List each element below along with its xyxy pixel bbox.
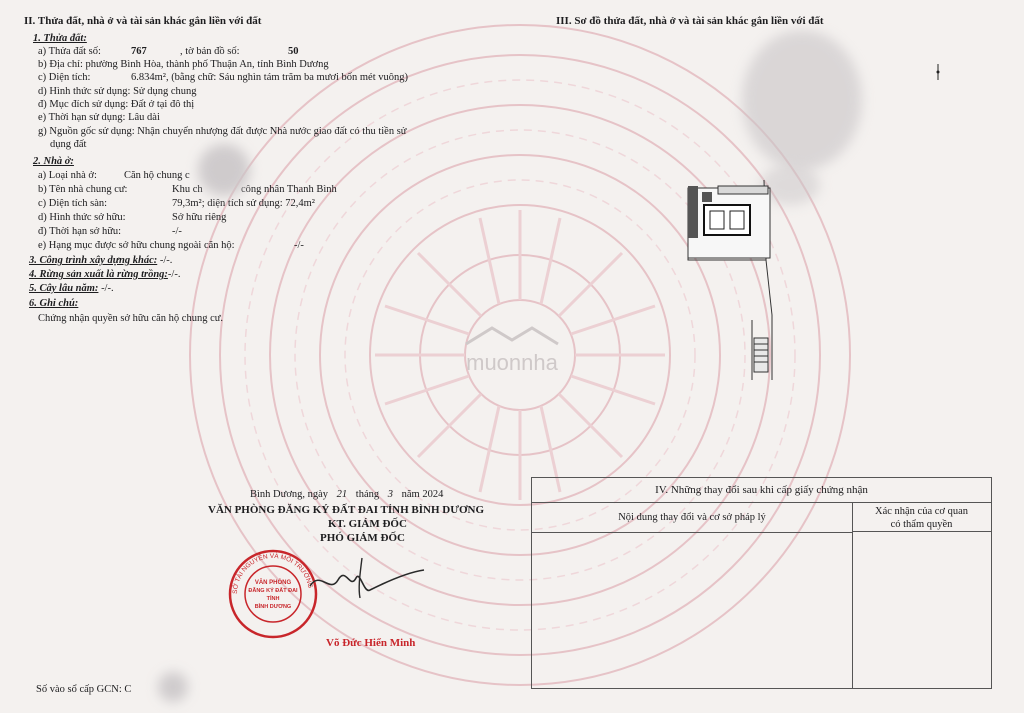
house-floor-area-value: 79,3m²; diện tích sử dụng: 72,4m² — [172, 198, 315, 209]
changes-col-confirm-line2: có thẩm quyền — [890, 519, 953, 530]
house-type-label: a) Loại nhà ở: — [38, 170, 97, 181]
house-building-label: b) Tên nhà chung cư: — [38, 184, 128, 195]
seal-line1: VĂN PHÒNG — [254, 580, 292, 586]
signer-name: Võ Đức Hiển Minh — [326, 637, 416, 649]
changes-table-title: IV. Những thay đổi sau khi cấp giấy chứng nhận — [532, 478, 991, 503]
land-sheet-value: 50 — [288, 46, 299, 57]
section2-title: II. Thửa đất, nhà ở và tài sản khác gắn liền với đất — [24, 15, 262, 27]
seal-line4: BÌNH DƯƠNG — [254, 604, 292, 610]
house-term-label: đ) Thời hạn sở hữu: — [38, 226, 122, 237]
seal-ring-text: SỞ TÀI NGUYÊN VÀ MÔI TRƯỜNG — [231, 552, 314, 595]
land-area-value: 6.834m², (bằng chữ: Sáu nghìn tám trăm ba mươi bốn mét vuông) — [131, 72, 408, 83]
item5-value: -/-. — [98, 283, 114, 294]
house-common-value: -/- — [294, 240, 304, 251]
house-type-value: Căn hộ chung c — [124, 170, 190, 181]
house-term-value: -/- — [172, 226, 182, 237]
watermark-text: muonnha — [466, 350, 558, 375]
land-use-form: d) Hình thức sử dụng: Sử dụng chung — [38, 86, 197, 97]
note-text: Chứng nhận quyền sở hữu căn hộ chung cư. — [38, 313, 224, 324]
item3-row — [29, 254, 172, 267]
item4-label: 4. Rừng sản xuất là rừng trồng: — [29, 269, 168, 280]
changes-col-confirm — [852, 502, 991, 532]
land-use-term: e) Thời hạn sử dụng: Lâu dài — [38, 112, 160, 123]
place-date — [250, 488, 443, 501]
house-ownership-label: d) Hình thức sở hữu: — [38, 212, 126, 223]
land-area-label: c) Diện tích: — [38, 72, 91, 83]
land-parcel-value: 767 — [131, 46, 147, 57]
kt-director: KT. GIÁM ĐỐC — [328, 518, 407, 530]
item4-value: -/-. — [167, 269, 181, 280]
date-month: 3 — [387, 489, 393, 500]
date-day: 21 — [336, 489, 348, 500]
changes-table — [531, 477, 992, 689]
house-floor-area-label: c) Diện tích sàn: — [38, 198, 108, 209]
item6-label: 6. Ghi chú: — [29, 298, 79, 309]
changes-col-confirm-line1: Xác nhận của cơ quan — [874, 506, 968, 517]
house-common-label: e) Hạng mục được sở hữu chung ngoài căn hộ: — [38, 240, 235, 251]
item3-label: 3. Công trình xây dựng khác: — [29, 255, 158, 266]
floor-plan-diagram — [680, 60, 950, 380]
office-name: VĂN PHÒNG ĐĂNG KÝ ĐẤT ĐAI TỈNH BÌNH DƯƠNG — [208, 504, 485, 516]
house-building-value1: Khu ch — [172, 184, 203, 195]
seal-line2: ĐĂNG KÝ ĐẤT ĐAI — [248, 588, 298, 594]
handwritten-signature — [300, 550, 430, 610]
section3-title: III. Sơ đồ thửa đất, nhà ở và tài sản khác gắn liền với đất — [556, 15, 824, 27]
land-parcel-label: a) Thửa đất số: — [38, 46, 101, 57]
house-building-value2: công nhân Thanh Bình — [241, 184, 337, 195]
land-origin-line2: dụng đất — [50, 139, 87, 150]
item5-label: 5. Cây lâu năm: — [29, 283, 99, 294]
house-ownership-value: Sở hữu riêng — [172, 212, 227, 223]
land-address: b) Địa chỉ: phường Bình Hòa, thành phố Thuận An, tỉnh Bình Dương — [38, 59, 329, 70]
land-heading: 1. Thửa đất: — [33, 33, 87, 44]
land-sheet-label: , tờ bản đồ số: — [180, 46, 240, 57]
land-use-purpose: đ) Mục đích sử dụng: Đất ở tại đô thị — [38, 99, 195, 110]
house-heading: 2. Nhà ở: — [33, 156, 74, 167]
date-prefix: Bình Dương, ngày — [250, 489, 329, 500]
redaction-blur — [198, 144, 250, 196]
date-month-label: tháng — [355, 489, 380, 500]
changes-col-content: Nội dung thay đổi và cơ sở pháp lý — [532, 502, 853, 533]
item5-row — [29, 282, 114, 295]
date-year: năm 2024 — [401, 489, 444, 500]
item3-value: -/-. — [157, 255, 173, 266]
seal-line3: TỈNH — [266, 596, 280, 602]
land-origin-line1: g) Nguồn gốc sử dụng: Nhận chuyển nhượng đất được Nhà nước giao đất có thu tiền sử — [38, 126, 407, 137]
item4-row — [29, 268, 180, 281]
deputy-director: PHÓ GIÁM ĐỐC — [320, 532, 405, 544]
gcn-number: Số vào sổ cấp GCN: C — [36, 684, 132, 695]
muonnha-watermark — [446, 322, 578, 378]
column-divider — [852, 532, 853, 688]
redaction-blur — [158, 672, 188, 702]
